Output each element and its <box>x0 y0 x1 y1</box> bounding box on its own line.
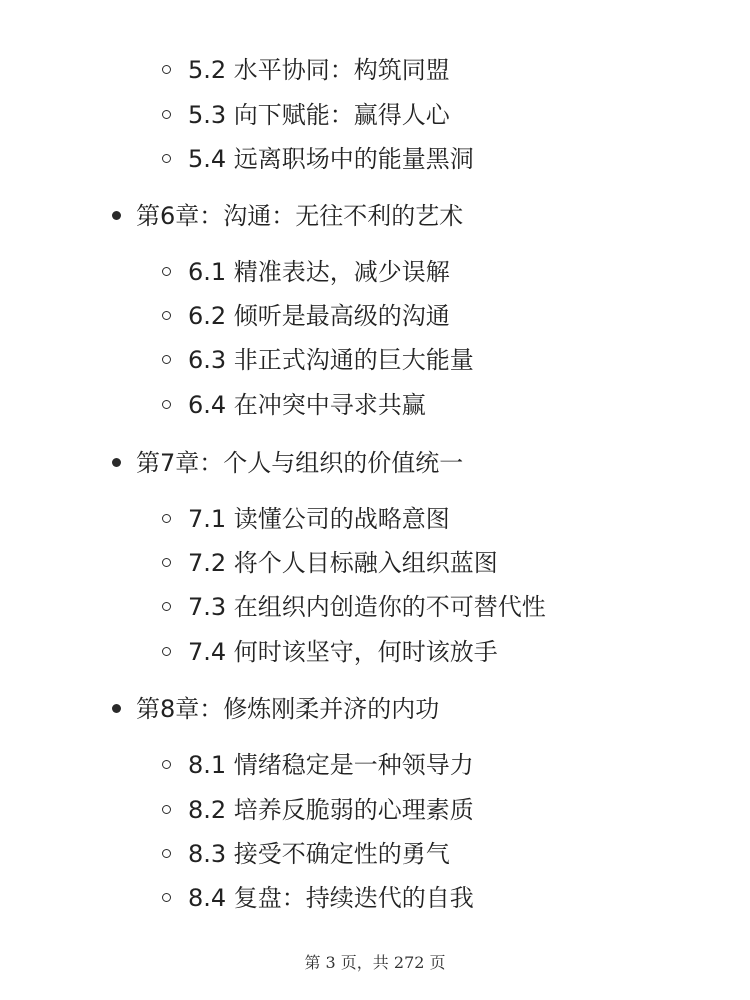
hollow-bullet-icon <box>162 893 171 902</box>
list-item <box>162 590 546 624</box>
hollow-bullet-icon <box>162 400 171 409</box>
section-title: 7.2 将个人目标融入组织蓝图 <box>188 549 498 577</box>
list-item <box>112 446 463 480</box>
filled-bullet-icon <box>112 211 121 220</box>
hollow-bullet-icon <box>162 805 171 814</box>
section-title: 5.2 水平协同：构筑同盟 <box>188 56 450 84</box>
section-title: 5.3 向下赋能：赢得人心 <box>188 101 450 129</box>
section-title: 7.3 在组织内创造你的不可替代性 <box>188 593 546 621</box>
filled-bullet-icon <box>112 704 121 713</box>
list-item <box>162 53 450 87</box>
list-item <box>162 837 450 871</box>
hollow-bullet-icon <box>162 602 171 611</box>
hollow-bullet-icon <box>162 110 171 119</box>
section-title: 8.4 复盘：持续迭代的自我 <box>188 884 474 912</box>
section-title: 7.1 读懂公司的战略意图 <box>188 505 450 533</box>
hollow-bullet-icon <box>162 65 171 74</box>
list-item <box>112 199 463 233</box>
hollow-bullet-icon <box>162 154 171 163</box>
section-title: 7.4 何时该坚守，何时该放手 <box>188 638 498 666</box>
section-title: 6.3 非正式沟通的巨大能量 <box>188 346 474 374</box>
section-title: 5.4 远离职场中的能量黑洞 <box>188 145 474 173</box>
hollow-bullet-icon <box>162 267 171 276</box>
filled-bullet-icon <box>112 458 121 467</box>
section-title: 8.3 接受不确定性的勇气 <box>188 840 450 868</box>
section-title: 6.4 在冲突中寻求共赢 <box>188 391 426 419</box>
hollow-bullet-icon <box>162 514 171 523</box>
list-item <box>162 635 498 669</box>
section-title: 6.2 倾听是最高级的沟通 <box>188 302 450 330</box>
page-number-footer: 第 3 页，共 272 页 <box>304 953 446 972</box>
chapter-title: 第6章：沟通：无往不利的艺术 <box>136 202 464 230</box>
hollow-bullet-icon <box>162 355 171 364</box>
list-item <box>162 299 450 333</box>
list-item <box>162 881 474 915</box>
list-item <box>112 692 439 726</box>
section-title: 8.2 培养反脆弱的心理素质 <box>188 796 474 824</box>
chapter-title: 第7章：个人与组织的价值统一 <box>136 449 464 477</box>
hollow-bullet-icon <box>162 311 171 320</box>
list-item <box>162 142 474 176</box>
section-title: 6.1 精准表达，减少误解 <box>188 258 450 286</box>
chapter-title: 第8章：修炼刚柔并济的内功 <box>136 695 440 723</box>
list-item <box>162 343 474 377</box>
hollow-bullet-icon <box>162 647 171 656</box>
list-item <box>162 546 498 580</box>
section-title: 8.1 情绪稳定是一种领导力 <box>188 751 474 779</box>
hollow-bullet-icon <box>162 760 171 769</box>
list-item <box>162 748 474 782</box>
hollow-bullet-icon <box>162 558 171 567</box>
list-item <box>162 255 450 289</box>
hollow-bullet-icon <box>162 849 171 858</box>
list-item <box>162 793 474 827</box>
list-item <box>162 502 450 536</box>
list-item <box>162 98 450 132</box>
list-item <box>162 388 426 422</box>
